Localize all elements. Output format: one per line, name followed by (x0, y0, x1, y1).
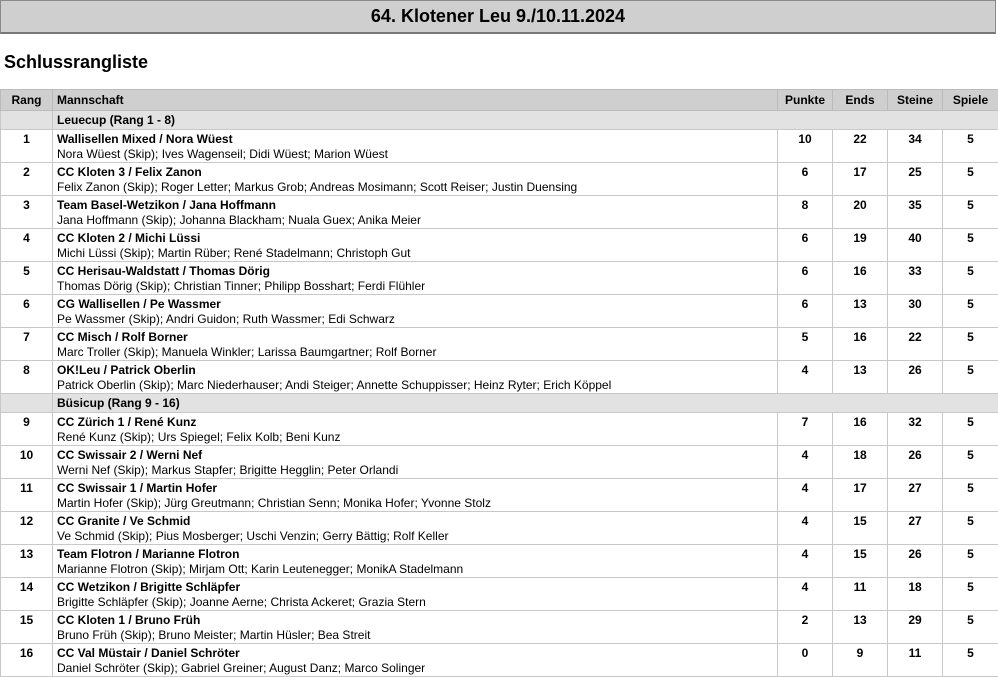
steine-cell: 35 (888, 196, 943, 229)
steine-cell: 26 (888, 545, 943, 578)
ends-cell: 18 (833, 446, 888, 479)
group-label: Leuecup (Rang 1 - 8) (53, 111, 998, 130)
team-cell (53, 229, 778, 262)
ends-cell: 22 (833, 130, 888, 163)
spiele-cell: 5 (943, 196, 998, 229)
steine-cell: 27 (888, 479, 943, 512)
ends-cell: 13 (833, 295, 888, 328)
column-header-spiele: Spiele (943, 90, 998, 111)
team-cell (53, 446, 778, 479)
column-header-rang: Rang (1, 90, 53, 111)
ends-cell: 15 (833, 545, 888, 578)
team-members: Bruno Früh (Skip); Bruno Meister; Martin Hüsler; Bea Streit (57, 628, 773, 643)
punkte-cell: 4 (778, 361, 833, 394)
team-name: OK!Leu / Patrick Oberlin (57, 363, 773, 378)
punkte-cell: 10 (778, 130, 833, 163)
spiele-cell: 5 (943, 545, 998, 578)
spiele-cell: 5 (943, 611, 998, 644)
rank-cell: 1 (1, 130, 53, 163)
steine-cell: 22 (888, 328, 943, 361)
team-cell (53, 545, 778, 578)
ends-cell: 13 (833, 361, 888, 394)
team-name: Team Flotron / Marianne Flotron (57, 547, 773, 562)
team-members: Brigitte Schläpfer (Skip); Joanne Aerne; Christa Ackeret; Grazia Stern (57, 595, 773, 610)
team-members: Pe Wassmer (Skip); Andri Guidon; Ruth Wassmer; Edi Schwarz (57, 312, 773, 327)
punkte-cell: 7 (778, 413, 833, 446)
team-members: Ve Schmid (Skip); Pius Mosberger; Uschi Venzin; Gerry Bättig; Rolf Keller (57, 529, 773, 544)
team-name: CC Misch / Rolf Borner (57, 330, 773, 345)
table-row (1, 446, 998, 479)
steine-cell: 27 (888, 512, 943, 545)
ends-cell: 16 (833, 262, 888, 295)
spiele-cell: 5 (943, 413, 998, 446)
team-members: Marc Troller (Skip); Manuela Winkler; Larissa Baumgartner; Rolf Borner (57, 345, 773, 360)
team-cell (53, 295, 778, 328)
column-header-steine: Steine (888, 90, 943, 111)
punkte-cell: 8 (778, 196, 833, 229)
punkte-cell: 6 (778, 262, 833, 295)
team-name: Team Basel-Wetzikon / Jana Hoffmann (57, 198, 773, 213)
team-name: CG Wallisellen / Pe Wassmer (57, 297, 773, 312)
group-row (1, 394, 998, 413)
ends-cell: 20 (833, 196, 888, 229)
punkte-cell: 4 (778, 578, 833, 611)
punkte-cell: 5 (778, 328, 833, 361)
team-name: CC Zürich 1 / René Kunz (57, 415, 773, 430)
ends-cell: 17 (833, 163, 888, 196)
team-cell (53, 361, 778, 394)
team-members: Nora Wüest (Skip); Ives Wagenseil; Didi Wüest; Marion Wüest (57, 147, 773, 162)
table-row (1, 413, 998, 446)
column-header-punkte: Punkte (778, 90, 833, 111)
team-cell (53, 644, 778, 677)
ends-cell: 17 (833, 479, 888, 512)
team-name: CC Val Müstair / Daniel Schröter (57, 646, 773, 661)
table-row (1, 644, 998, 677)
spiele-cell: 5 (943, 130, 998, 163)
ends-cell: 19 (833, 229, 888, 262)
steine-cell: 33 (888, 262, 943, 295)
table-row (1, 295, 998, 328)
team-cell (53, 130, 778, 163)
steine-cell: 40 (888, 229, 943, 262)
team-cell (53, 611, 778, 644)
team-name: CC Kloten 3 / Felix Zanon (57, 165, 773, 180)
table-header-row (1, 90, 998, 111)
spiele-cell: 5 (943, 578, 998, 611)
team-name: Wallisellen Mixed / Nora Wüest (57, 132, 773, 147)
spiele-cell: 5 (943, 262, 998, 295)
steine-cell: 30 (888, 295, 943, 328)
steine-cell: 18 (888, 578, 943, 611)
rank-cell: 11 (1, 479, 53, 512)
table-row (1, 229, 998, 262)
table-body (1, 111, 998, 677)
team-cell (53, 262, 778, 295)
group-spacer-cell (1, 111, 53, 130)
ends-cell: 16 (833, 328, 888, 361)
team-members: Michi Lüssi (Skip); Martin Rüber; René Stadelmann; Christoph Gut (57, 246, 773, 261)
team-cell (53, 196, 778, 229)
table-row (1, 545, 998, 578)
team-name: CC Herisau-Waldstatt / Thomas Dörig (57, 264, 773, 279)
steine-cell: 34 (888, 130, 943, 163)
spiele-cell: 5 (943, 328, 998, 361)
ends-cell: 11 (833, 578, 888, 611)
team-members: Felix Zanon (Skip); Roger Letter; Markus Grob; Andreas Mosimann; Scott Reiser; Justin Duensing (57, 180, 773, 195)
rank-cell: 14 (1, 578, 53, 611)
team-cell (53, 479, 778, 512)
spiele-cell: 5 (943, 512, 998, 545)
table-row (1, 611, 998, 644)
team-cell (53, 413, 778, 446)
group-row (1, 111, 998, 130)
rank-cell: 6 (1, 295, 53, 328)
ranking-table (0, 89, 998, 677)
spiele-cell: 5 (943, 644, 998, 677)
page-title: Schlussrangliste (4, 52, 148, 73)
team-name: CC Swissair 1 / Martin Hofer (57, 481, 773, 496)
spiele-cell: 5 (943, 446, 998, 479)
team-name: CC Granite / Ve Schmid (57, 514, 773, 529)
team-cell (53, 163, 778, 196)
title-bar (0, 0, 996, 34)
team-name: CC Wetzikon / Brigitte Schläpfer (57, 580, 773, 595)
rank-cell: 5 (1, 262, 53, 295)
rank-cell: 12 (1, 512, 53, 545)
column-header-ends: Ends (833, 90, 888, 111)
rank-cell: 2 (1, 163, 53, 196)
team-members: Thomas Dörig (Skip); Christian Tinner; Philipp Bosshart; Ferdi Flühler (57, 279, 773, 294)
spiele-cell: 5 (943, 479, 998, 512)
team-members: Jana Hoffmann (Skip); Johanna Blackham; Nuala Guex; Anika Meier (57, 213, 773, 228)
team-members: René Kunz (Skip); Urs Spiegel; Felix Kolb; Beni Kunz (57, 430, 773, 445)
table-row (1, 512, 998, 545)
team-name: CC Kloten 2 / Michi Lüssi (57, 231, 773, 246)
team-members: Patrick Oberlin (Skip); Marc Niederhauser; Andi Steiger; Annette Schuppisser; Heinz Ryter; Erich Köppel (57, 378, 773, 393)
team-cell (53, 328, 778, 361)
punkte-cell: 4 (778, 512, 833, 545)
team-members: Werni Nef (Skip); Markus Stapfer; Brigitte Hegglin; Peter Orlandi (57, 463, 773, 478)
punkte-cell: 0 (778, 644, 833, 677)
team-name: CC Swissair 2 / Werni Nef (57, 448, 773, 463)
event-title: 64. Klotener Leu 9./10.11.2024 (371, 6, 625, 27)
spiele-cell: 5 (943, 361, 998, 394)
ends-cell: 9 (833, 644, 888, 677)
steine-cell: 11 (888, 644, 943, 677)
table-row (1, 196, 998, 229)
team-name: CC Kloten 1 / Bruno Früh (57, 613, 773, 628)
punkte-cell: 4 (778, 545, 833, 578)
rank-cell: 3 (1, 196, 53, 229)
ends-cell: 15 (833, 512, 888, 545)
table-row (1, 361, 998, 394)
team-members: Marianne Flotron (Skip); Mirjam Ott; Karin Leutenegger; MonikA Stadelmann (57, 562, 773, 577)
table-row (1, 328, 998, 361)
ends-cell: 16 (833, 413, 888, 446)
column-header-mannschaft: Mannschaft (53, 90, 778, 111)
table-row (1, 479, 998, 512)
table-row (1, 130, 998, 163)
group-label: Büsicup (Rang 9 - 16) (53, 394, 998, 413)
rank-cell: 9 (1, 413, 53, 446)
spiele-cell: 5 (943, 163, 998, 196)
rank-cell: 15 (1, 611, 53, 644)
rank-cell: 7 (1, 328, 53, 361)
steine-cell: 26 (888, 361, 943, 394)
table-row (1, 578, 998, 611)
steine-cell: 32 (888, 413, 943, 446)
punkte-cell: 6 (778, 295, 833, 328)
punkte-cell: 6 (778, 163, 833, 196)
group-spacer-cell (1, 394, 53, 413)
table-row (1, 163, 998, 196)
rank-cell: 16 (1, 644, 53, 677)
rank-cell: 10 (1, 446, 53, 479)
team-members: Daniel Schröter (Skip); Gabriel Greiner; August Danz; Marco Solinger (57, 661, 773, 676)
steine-cell: 29 (888, 611, 943, 644)
ends-cell: 13 (833, 611, 888, 644)
team-cell (53, 578, 778, 611)
punkte-cell: 2 (778, 611, 833, 644)
spiele-cell: 5 (943, 229, 998, 262)
steine-cell: 25 (888, 163, 943, 196)
rank-cell: 8 (1, 361, 53, 394)
rank-cell: 13 (1, 545, 53, 578)
team-members: Martin Hofer (Skip); Jürg Greutmann; Christian Senn; Monika Hofer; Yvonne Stolz (57, 496, 773, 511)
rank-cell: 4 (1, 229, 53, 262)
punkte-cell: 4 (778, 446, 833, 479)
punkte-cell: 6 (778, 229, 833, 262)
spiele-cell: 5 (943, 295, 998, 328)
team-cell (53, 512, 778, 545)
table-row (1, 262, 998, 295)
punkte-cell: 4 (778, 479, 833, 512)
steine-cell: 26 (888, 446, 943, 479)
